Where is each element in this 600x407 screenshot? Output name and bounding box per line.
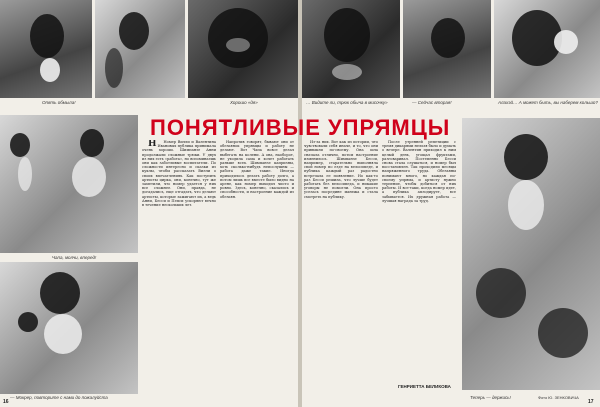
article-text-col3: Из-за них. Вот как из истории, что чувствовали себя иначе, и то, что они привыкли по-своему. Она шла сначала отлично, потом настроение изменилось. Шимпанзе Бесси, например, старательно выполняла свой номер по езде на велосипеде, и публика каждый раз радостно встречала ее появление. Но как-то раз Бесси решила, что лучше будет работать без велосипеда, и никакие уговоры не помогли. Она просто уселась посредине манежа и стала смотреть на публику. xyxy=(304,140,378,199)
article-column-2 xyxy=(220,140,294,395)
article-column-4 xyxy=(382,140,456,382)
right-page xyxy=(302,0,600,407)
photo-chimp-bowl xyxy=(302,0,400,98)
caption-top-right: Алахэй… А может быть, вы наберем кольшо? xyxy=(498,100,598,105)
article-author: ГЕНРИЕТТА БЕЛИКОВА xyxy=(398,384,451,389)
left-page xyxy=(0,0,298,407)
article-column-1: Н Номер Вилли и Валентина Ивановых публика принимала очень хорошо. Шимпанзе Анни продолжали сложные трюки. У двух из них есть «работа», но вспоминаешь они как заботливые воспитатели. По сложности интересно и сказки из куклы, чтобы рассказать Вилли о своих впечатлениях. Как поступить артисты цирка, они, конечно, тут же заметили, что номер удается у них все сложнее. Они, правда, не догадались, еще отгадать, что делают артисты, которые зажигают их, а ведь Анни, Бесси и Пепси ускоряют вечно в течение нескольких лет. xyxy=(142,140,216,208)
photo-chimp-plate xyxy=(494,0,600,98)
photo-chimp-second xyxy=(403,0,491,98)
photo-chimp-on-chair xyxy=(0,0,92,98)
article-text-col2: Напротив говорят, бывают они от обезьянок упрямцы и работу не делают. Вот Чапа вовсе делал выбегать на колени. А она, наоборот, не уходила сама и хочет работать раньше всех. Шимпанзе капризны, хоть сколько-нибудь непослушны — работа даже такие. Иногда приходилось делать работу долго, а потом лишь все вместе было видно на арене, как номер выходил чисто и ровно. Здесь, конечно, сказались и способности, и настроение каждой из обезьян. xyxy=(220,140,294,199)
caption-top-left: Опять обмыла! xyxy=(42,100,76,105)
page-number-right: 17 xyxy=(588,399,594,405)
article-title: ПОНЯТЛИВЫЕ УПРЯМЦЫ xyxy=(150,115,451,140)
article-text-col1: Номер Вилли и Валентина Ивановых публика принимала очень хорошо. Шимпанзе Анни продолжали сложные трюки. У двух из них есть «работа», но вспоминаешь они как заботливые воспитатели. По сложности интересно и сказки из куклы, чтобы рассказать Вилли о своих впечатлениях. Как поступить артисты цирка, они, конечно, тут же заметили, что номер удается у них все сложнее. Они, правда, не догадались, еще отгадать, что делают артисты, которые зажигают их, а ведь Анни, Бесси и Пепси ускоряют вечно в течение нескольких лет. xyxy=(142,140,216,208)
photo-chimp-motorcycle xyxy=(462,118,600,390)
article-column-3 xyxy=(304,140,378,395)
caption-top-mid: Хорошо «дя» xyxy=(230,100,258,105)
page-number-left: 16 xyxy=(3,399,9,405)
photo-credit: Фото Ю. ЗЕНКОВИЧА xyxy=(538,395,579,400)
caption-bottom-right: Теперь — держись! xyxy=(470,395,511,400)
photo-chimp-closeup xyxy=(188,0,298,98)
caption-bottom-left: — Мокрер, повторите с нами до пожалуйста xyxy=(10,395,108,400)
caption-mid-left: Чапа, молчи, вперед! xyxy=(52,255,97,260)
article-text-col4: После утренней репетиции с тремя дикарями нельзя было и думать о вечере. Валентин приходил к ним целый день, угощал фруктами, разговаривал. Постепенно Бесси снова стала слушаться, и номер был восстановлен. Так проходили месяцы напряженного труда. Обезьяны понимают много, но каждая по-своему упряма, и артисту нужно терпение, чтобы добиться от них работы. И все-таки, когда номер идет, а публика аплодирует, все забывается. Их дружная работа — лучшая награда за труд. xyxy=(382,140,456,203)
caption-top-mid-right: … Видите ли, трюк обыча в мисочку» xyxy=(306,100,388,105)
caption-top-right-mid: — Сейчас вторая! xyxy=(412,100,452,105)
photo-chimp-boxing xyxy=(0,262,138,394)
photo-chimp-bass xyxy=(95,0,185,98)
photo-chimp-dancing xyxy=(0,115,138,253)
